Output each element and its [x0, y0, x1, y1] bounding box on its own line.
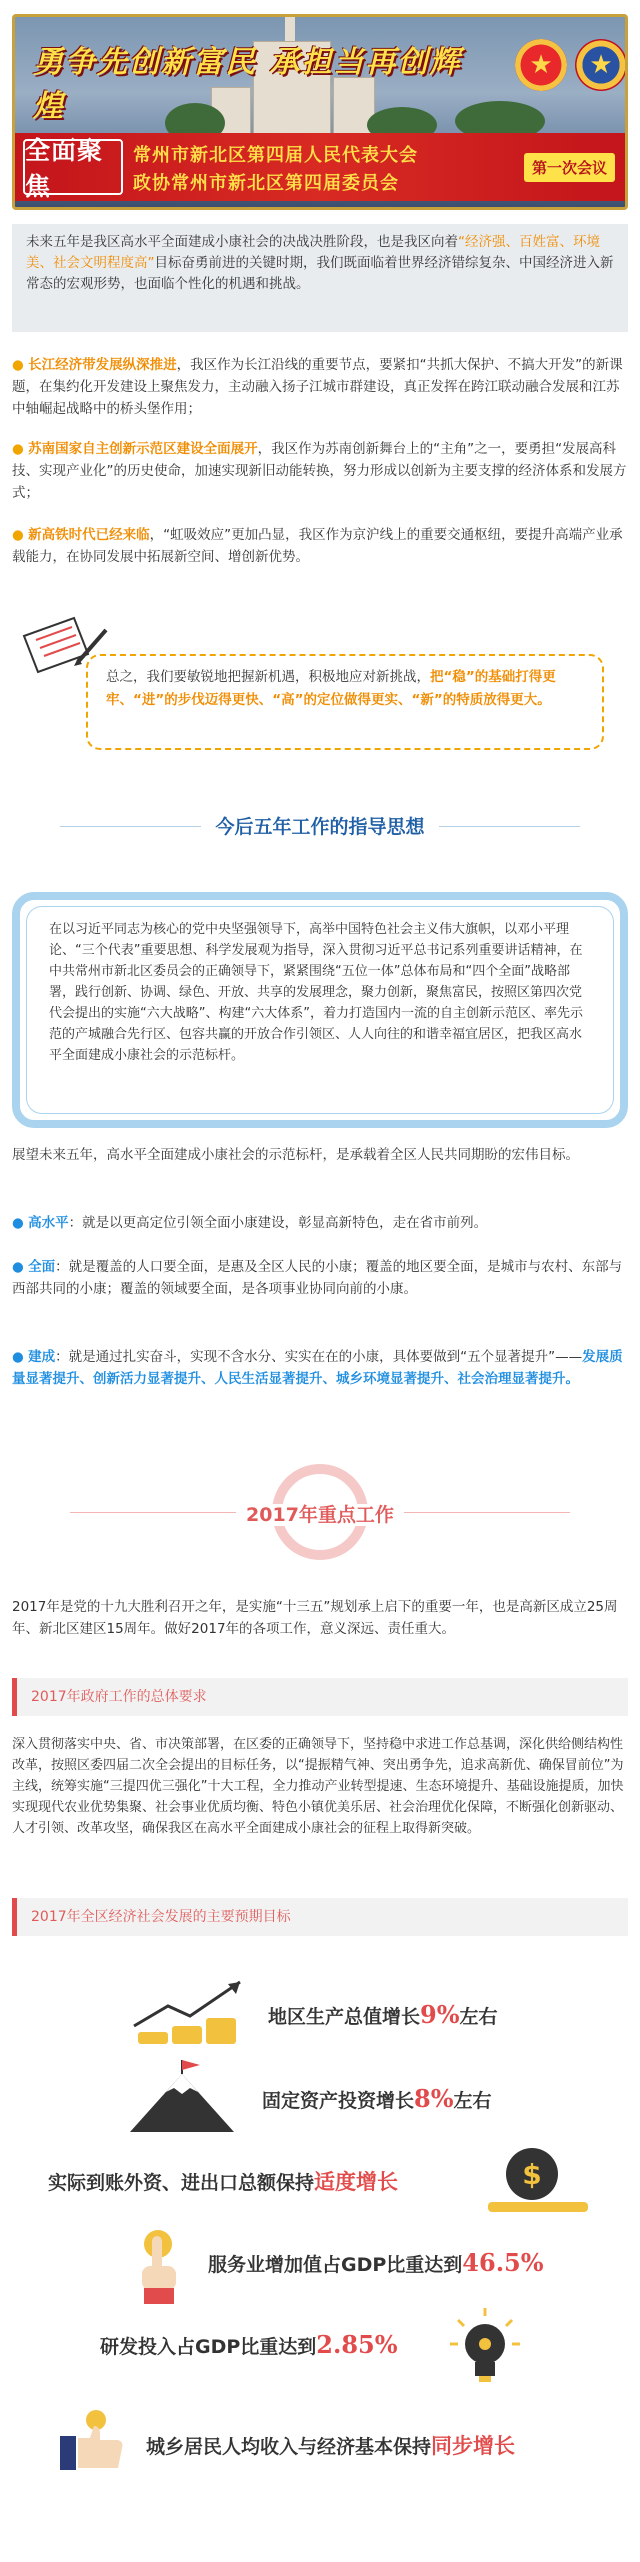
hand-base-decoration [488, 2202, 588, 2212]
vision-item: ● 全面：就是覆盖的人口要全面，是惠及全区人民的小康；覆盖的地区要全面，是城市与农村、东部与西部共同的小康；覆盖的领域要全面，是各项事业协同向前的小康。 [12, 1259, 623, 1297]
dollar-coin-icon: $ [506, 2148, 558, 2200]
vision-intro: 展望未来五年，高水平全面建成小康社会的示范标杆，是承载着全区人民共同期盼的宏伟目标。 [12, 1147, 579, 1163]
requirements-text: 深入贯彻落实中央、省、市决策部署，在区委的正确领导下，坚持稳中求进工作总基调，深化供给侧结构性改革，按照区委四届二次全会提出的目标任务，以“提振精气神、突出勇争先，追求高新优、确保冒前位”为主线，统筹实施“三提四优三强化”十大工程，全力推动产业转型提速、生态环境提升、基础设施提质，加快实现现代农业优势集聚、社会事业优质均衡、特色小镇优美乐居、社会治理优化保障，不断强化创新驱动、人才引领、改革攻坚，确保我区在高水平全面建成小康社会的征程上取得新突破。 [12, 1737, 624, 1836]
session-tag: 第一次会议 [524, 153, 615, 182]
pointing-hand-icon [128, 2226, 188, 2306]
mountain-flag-icon [130, 2060, 240, 2134]
intro-paragraph: 未来五年是我区高水平全面建成小康社会的决战决胜阶段，也是我区向着“经济强、百姓富、环境美、社会文明程度高”目标奋勇前进的关键时期，我们既面临着世界经济错综复杂、中国经济进入新常态的宏观形势，也面临个性化的机遇和挑战。 [12, 224, 628, 332]
target-row-foreign: 实际到账外资、进出口总额保持适度增长 $ [0, 2144, 640, 2224]
lightbulb-icon [450, 2308, 520, 2384]
year-heading: 2017年重点工作 [0, 1464, 640, 1574]
opportunity-item: ● 长江经济带发展纵深推进，我区作为长江沿线的重要节点，要紧扣“共抓大保护、不搞大开发”的新课题，在集约化开发建设上聚焦发力，主动融入扬子江城市群建设，真正发挥在跨江联动融合发展和江苏中轴崛起战略中的桥头堡作用； [12, 357, 623, 417]
opportunity-item: ● 新高铁时代已经来临，“虹吸效应”更加凸显，我区作为京沪线上的重要交通枢纽，要提升高端产业承载能力，在协同发展中拓展新空间、增创新优势。 [12, 527, 623, 565]
guiding-text: 在以习近平同志为核心的党中央坚强领导下，高举中国特色社会主义伟大旗帜，以邓小平理论、“三个代表”重要思想、科学发展观为指导，深入贯彻习近平总书记系列重要讲话精神，在中共常州市新北区委员会的正确领导下，紧紧围绕“五位一体”总体布局和“四个全面”战略部署，践行创新、协调、绿色、开放、共享的发展理念，聚力创新，聚焦富民，按照区第四次党代会提出的实施“六大战略”、构建“六大体系”，着力打造国内一流的自主创新示范区、率先示范的产城融合先行区、包容共赢的开放合作引领区、人人向往的和谐幸福宜居区，把我区高水平全面建成小康社会的示范标杆。 [26, 906, 614, 1114]
targets-tab: 2017年全区经济社会发展的主要预期目标 [12, 1898, 628, 1936]
national-emblem-icon: ★ [515, 39, 567, 91]
goal-highlight: “经济强、百姓富、环境美、社会文明程度高” [26, 234, 600, 271]
target-row-gdp: 地区生产总值增长9%左右 [0, 1976, 640, 2056]
summary-section [12, 608, 628, 758]
header-banner [12, 14, 628, 210]
vision-item: ● 建成：就是通过扎实奋斗，实现不含水分、实实在在的小康，具体要做到“五个显著提升”——发展质量显著提升、创新活力显著提升、人民生活显著提升、城乡环境显著提升、社会治理显著提升。 [12, 1349, 623, 1387]
year-intro: 2017年是党的十九大胜利召开之年，是实施“十三五”规划承上启下的重要一年，也是高新区成立25周年、新北区建区15周年。做好2017年的各项工作，意义深远、责任重大。 [12, 1599, 618, 1637]
opportunity-item: ● 苏南国家自主创新示范区建设全面展开，我区作为苏南创新舞台上的“主角”之一，要勇担“发展高科技、实现产业化”的历史使命，加速实现新旧动能转换，努力形成以创新为主要支撑的经济体系和发展方式； [12, 441, 627, 501]
banner-strip [15, 133, 625, 201]
summary-highlight: 把“稳”的基础打得更牢、“进”的步伐迈得更快、“高”的定位做得更实、“新”的特质放得更大。 [106, 669, 556, 708]
summary-card: 总之，我们要敏锐地把握新机遇，积极地应对新挑战，把“稳”的基础打得更牢、“进”的步伐迈得更快、“高”的定位做得更实、“新”的特质放得更大。 [86, 654, 604, 750]
focus-badge: 全面聚焦 [23, 139, 123, 195]
target-row-service: 服务业增加值占GDP比重达到46.5% [0, 2226, 640, 2306]
target-row-income: 城乡居民人均收入与经济基本保持同步增长 [0, 2396, 640, 2476]
target-row-investment: 固定资产投资增长8%左右 [0, 2060, 640, 2140]
thumbs-up-icon [56, 2408, 126, 2472]
banner-slogan: 勇争先创新富民 承担当再创辉煌 [33, 45, 462, 124]
vision-item: ● 高水平：就是以更高定位引领全面小康建设，彰显高新特色，走在省市前列。 [12, 1215, 488, 1231]
congress-title: 常州市新北区第四届人民代表大会 [133, 145, 418, 166]
guiding-box [12, 892, 628, 1128]
target-row-rnd: 研发投入占GDP比重达到2.85% [0, 2308, 640, 2388]
coin-stack-icon [128, 1976, 258, 2046]
guiding-heading: 今后五年工作的指导思想 [0, 812, 640, 839]
requirements-tab: 2017年政府工作的总体要求 [12, 1678, 628, 1716]
cppcc-emblem-icon: ★ [575, 39, 627, 91]
cppcc-title: 政协常州市新北区第四届委员会 [133, 173, 399, 194]
